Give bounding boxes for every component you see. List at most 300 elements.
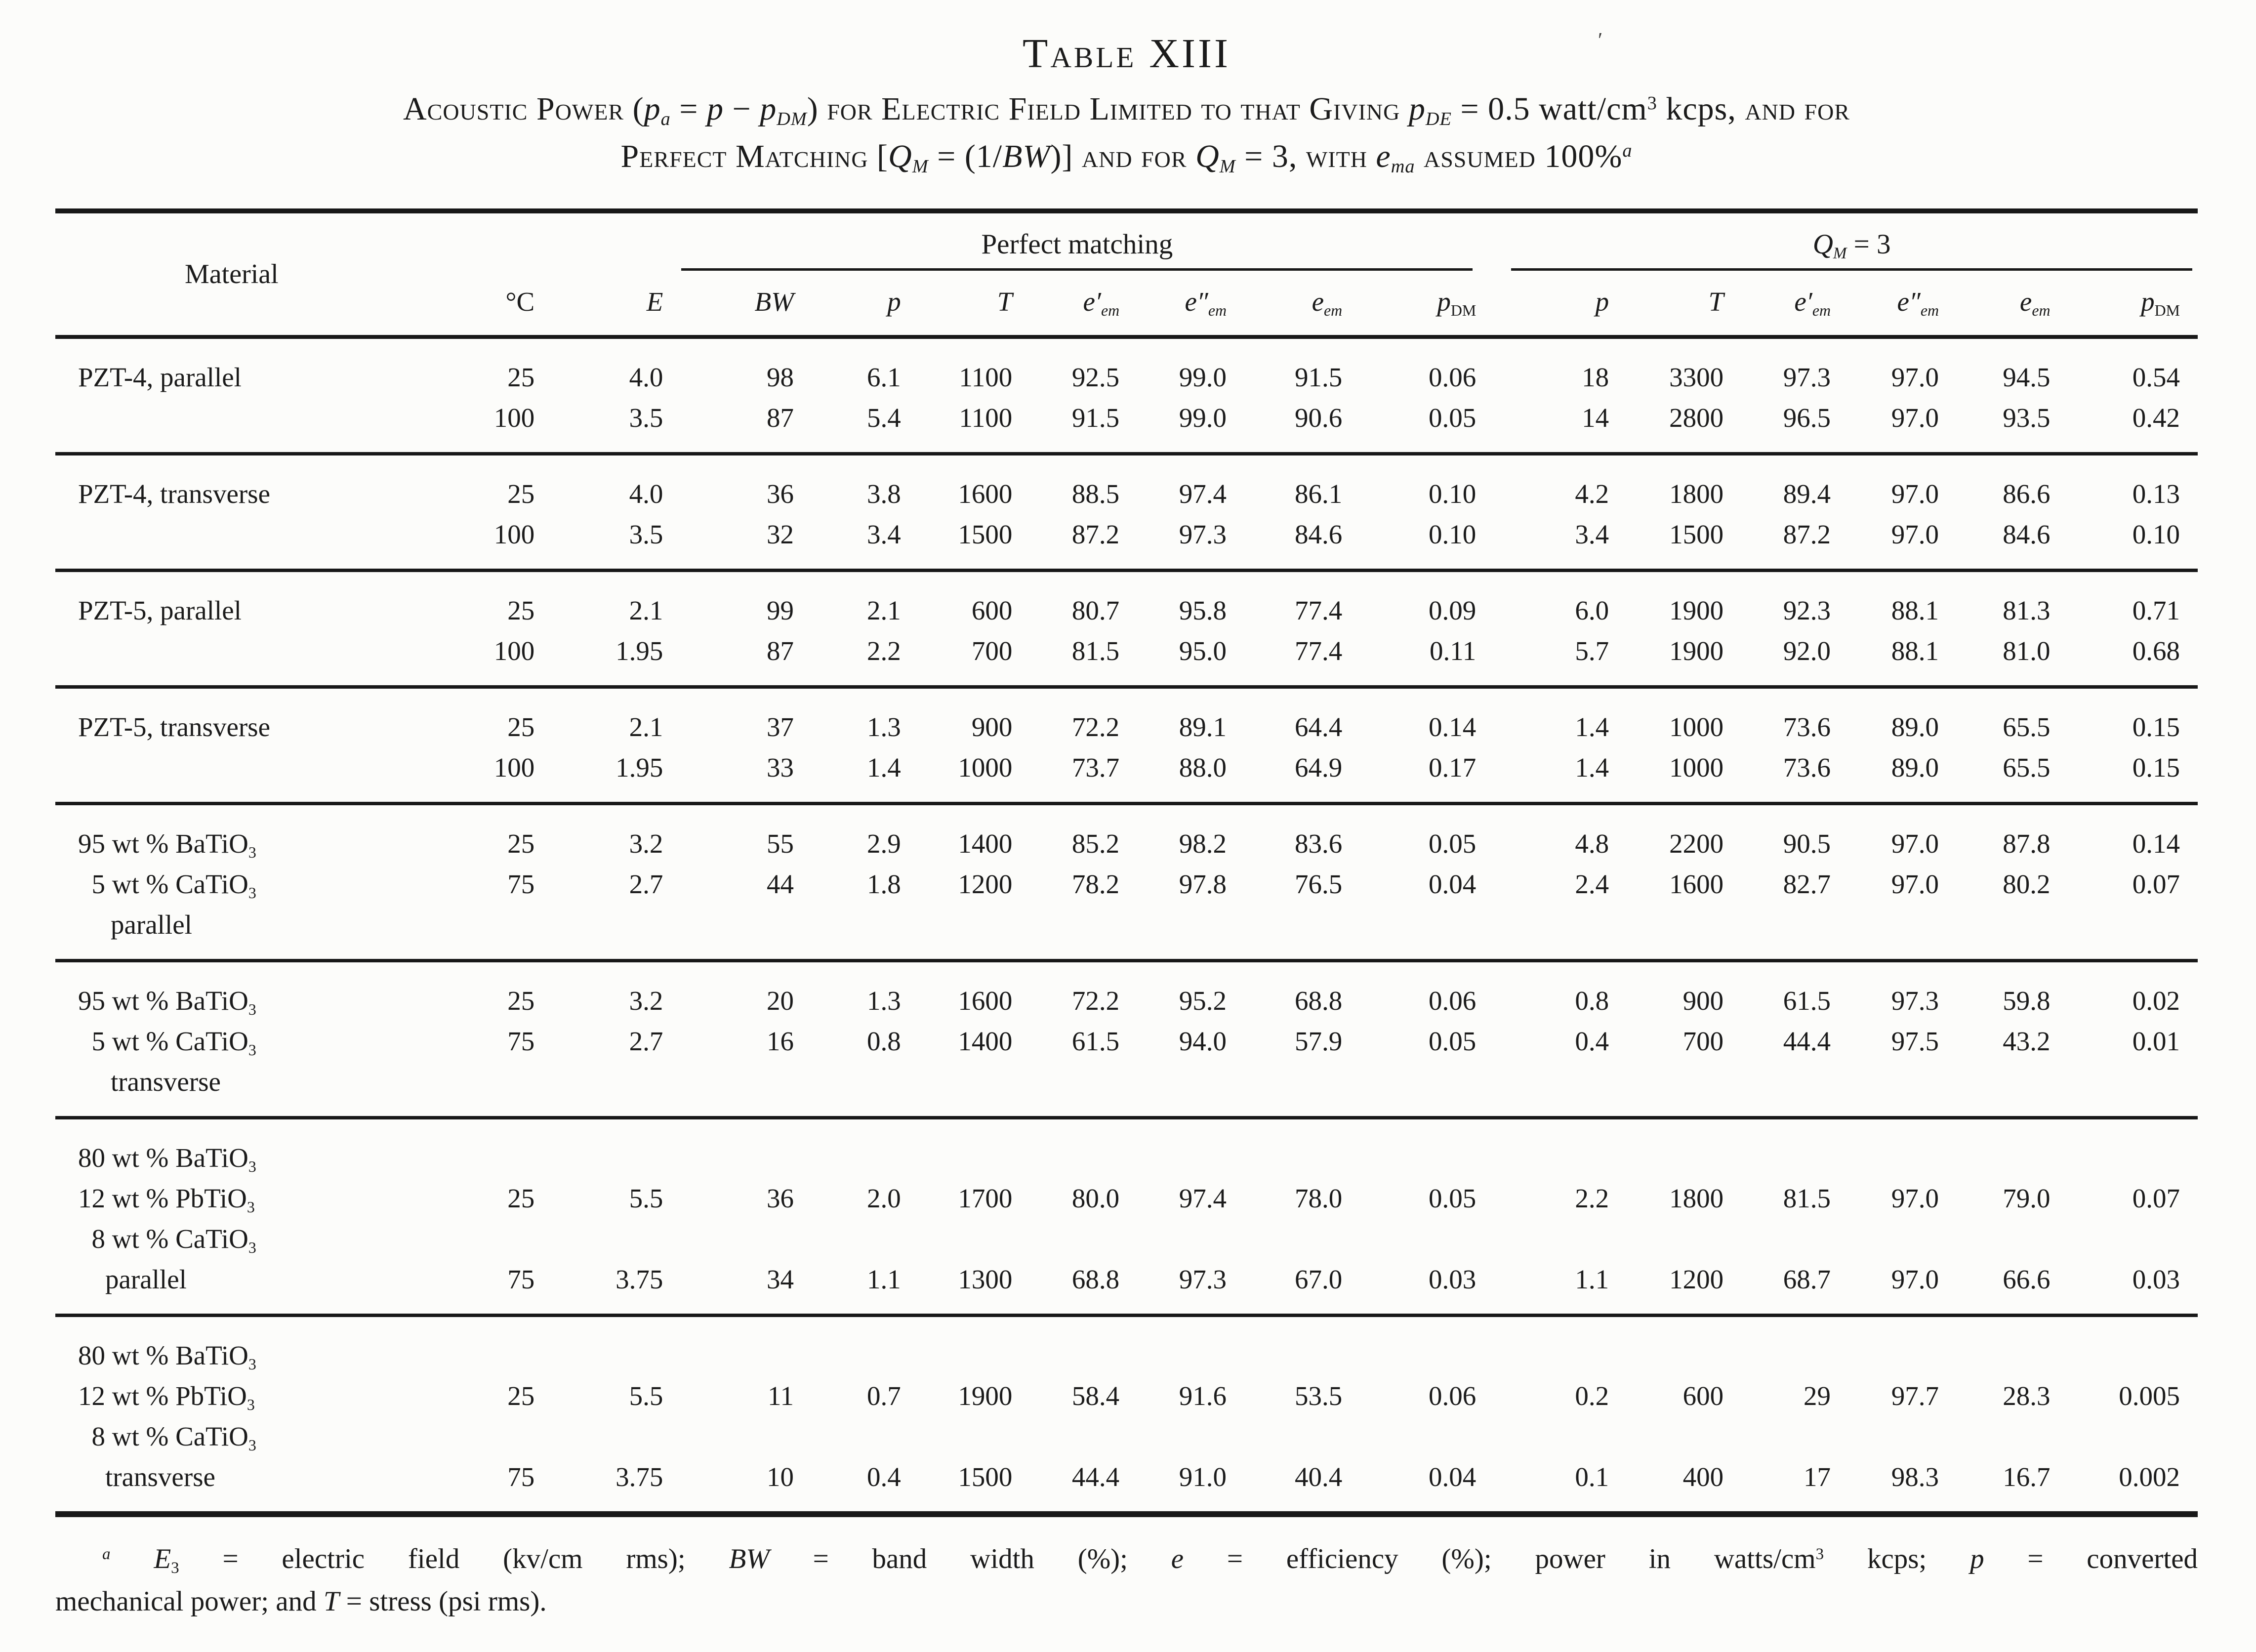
- value-cell: [1494, 904, 1627, 961]
- value-cell: 0.4: [867, 1462, 901, 1492]
- header-col-symbol: BW: [754, 287, 794, 317]
- value-cell: 16: [766, 1026, 794, 1057]
- value-cell: [1137, 1218, 1244, 1259]
- value-cell: 1900: [958, 1381, 1013, 1411]
- header-col-symbol: T: [1708, 287, 1724, 317]
- value-cell: 3.8: [867, 479, 901, 509]
- value-cell: [1627, 1061, 1741, 1118]
- value-cell: 53.5: [1294, 1381, 1343, 1411]
- value-cell: [552, 1316, 681, 1376]
- value-cell: 100: [493, 636, 535, 666]
- value-cell: 1.95: [615, 636, 663, 666]
- value-cell: 97.0: [1891, 1183, 1939, 1214]
- value-cell: 2.4: [1575, 869, 1609, 900]
- value-cell: 61.5: [1783, 986, 1831, 1016]
- value-cell: 3.2: [629, 986, 663, 1016]
- value-cell: 33: [766, 752, 794, 783]
- value-cell: 0.05: [1429, 828, 1477, 859]
- value-cell: [1741, 1416, 1848, 1456]
- value-cell: 2.7: [629, 869, 663, 900]
- value-cell: 87: [766, 403, 794, 433]
- value-cell: 87.8: [2003, 828, 2051, 859]
- value-cell: 88.1: [1891, 636, 1939, 666]
- table-row: [55, 961, 2198, 1021]
- value-cell: 0.04: [1429, 869, 1477, 900]
- value-cell: 97.0: [1891, 519, 1939, 550]
- material-group-pzt-4-transverse: [55, 454, 2198, 571]
- value-cell: 600: [971, 595, 1013, 626]
- value-cell: 64.9: [1294, 752, 1343, 783]
- value-cell: 72.2: [1071, 712, 1120, 743]
- value-cell: 0.07: [2132, 869, 2180, 900]
- value-cell: 25: [507, 712, 535, 743]
- value-cell: [812, 1061, 919, 1118]
- value-cell: 25: [507, 595, 535, 626]
- value-cell: 25: [507, 828, 535, 859]
- value-cell: 78.0: [1294, 1183, 1343, 1214]
- material-group-batio3-catio3-transverse: [55, 961, 2198, 1118]
- value-cell: [1494, 1118, 1627, 1178]
- value-cell: 0.05: [1429, 1183, 1477, 1214]
- value-cell: 1.95: [615, 752, 663, 783]
- material-cell: PZT-4, parallel: [78, 362, 242, 393]
- value-cell: [1627, 904, 1741, 961]
- table-row: [55, 1259, 2198, 1316]
- header-temperature: °C: [505, 287, 535, 317]
- material-cell: PZT-5, transverse: [78, 712, 271, 743]
- header-col-symbol: $p_{DM}$: [1437, 287, 1477, 319]
- value-cell: 3.5: [629, 519, 663, 550]
- value-cell: 1000: [1669, 752, 1724, 783]
- material-cell: PZT-5, parallel: [78, 595, 242, 626]
- value-cell: [812, 904, 919, 961]
- value-cell: 75: [507, 1026, 535, 1057]
- value-cell: [681, 1416, 812, 1456]
- value-cell: [552, 1061, 681, 1118]
- header-col-symbol: $e''_{em}$: [1897, 287, 1939, 319]
- value-cell: [552, 904, 681, 961]
- value-cell: 100: [493, 752, 535, 783]
- value-cell: 4.0: [629, 479, 663, 509]
- value-cell: 0.13: [2132, 479, 2180, 509]
- value-cell: 94.0: [1179, 1026, 1227, 1057]
- value-cell: 90.6: [1294, 403, 1343, 433]
- value-cell: 82.7: [1783, 869, 1831, 900]
- table-row: [55, 1021, 2198, 1061]
- value-cell: [1741, 1218, 1848, 1259]
- value-cell: 2.1: [629, 712, 663, 743]
- header-material: Material: [185, 259, 279, 290]
- header-group-perfect-matching: [681, 211, 1494, 271]
- value-cell: 44.4: [1783, 1026, 1831, 1057]
- value-cell: 18: [1582, 362, 1609, 393]
- value-cell: 98.2: [1179, 828, 1227, 859]
- value-cell: 0.2: [1575, 1381, 1609, 1411]
- value-cell: 80.7: [1071, 595, 1120, 626]
- value-cell: 0.04: [1429, 1462, 1477, 1492]
- value-cell: [681, 1316, 812, 1376]
- value-cell: 55: [766, 828, 794, 859]
- value-cell: 1.8: [867, 869, 901, 900]
- value-cell: 99: [766, 595, 794, 626]
- value-cell: [1957, 1316, 2068, 1376]
- value-cell: 89.4: [1783, 479, 1831, 509]
- material-cell: 5 wt % CaTiO$_3$: [91, 1026, 256, 1059]
- value-cell: [1030, 1218, 1137, 1259]
- value-cell: 65.5: [2003, 752, 2051, 783]
- value-cell: 76.5: [1294, 869, 1343, 900]
- value-cell: 0.1: [1575, 1462, 1609, 1492]
- value-cell: 5.4: [867, 403, 901, 433]
- table-row: [55, 1375, 2198, 1416]
- value-cell: [1244, 904, 1360, 961]
- value-cell: 1000: [1669, 712, 1724, 743]
- value-cell: 95.2: [1179, 986, 1227, 1016]
- table-row: [55, 1316, 2198, 1376]
- header-col-symbol: $e'_{em}$: [1083, 287, 1120, 319]
- value-cell: 86.6: [2003, 479, 2051, 509]
- value-cell: 68.8: [1294, 986, 1343, 1016]
- footnote-line-1: $^a$ $E_3$ = electric field (kv/cm rms); BW = band width (%); e = efficiency (%); power in watts/$cm^3$ kcps; p = converted: [102, 1543, 2198, 1577]
- table-row: [55, 1456, 2198, 1514]
- value-cell: 1000: [958, 752, 1013, 783]
- value-cell: 95.8: [1179, 595, 1227, 626]
- perfect-matching-label: Perfect matching: [681, 228, 1473, 271]
- value-cell: 68.8: [1071, 1264, 1120, 1295]
- table-row: [55, 514, 2198, 571]
- value-cell: [1957, 1061, 2068, 1118]
- value-cell: 89.0: [1891, 752, 1939, 783]
- table-row: [55, 804, 2198, 864]
- value-cell: 1400: [958, 828, 1013, 859]
- value-cell: 2.2: [1575, 1183, 1609, 1214]
- value-cell: 0.15: [2132, 752, 2180, 783]
- value-cell: 0.68: [2132, 636, 2180, 666]
- material-group-batio3-pbtio3-catio3-transverse: [55, 1316, 2198, 1515]
- value-cell: 97.5: [1891, 1026, 1939, 1057]
- value-cell: 0.15: [2132, 712, 2180, 743]
- value-cell: 94.5: [2003, 362, 2051, 393]
- material-cell: 95 wt % BaTiO$_3$: [78, 986, 256, 1018]
- caption-line-2: Perfect Matching $[Q_M = (1/BW)]$ and for $Q_M = 3$, with $e_{ma}$ assumed 100%$^a$: [620, 138, 1633, 177]
- value-cell: [1030, 1061, 1137, 1118]
- value-cell: 92.3: [1783, 595, 1831, 626]
- value-cell: 88.1: [1891, 595, 1939, 626]
- value-cell: 25: [507, 1183, 535, 1214]
- value-cell: [919, 1118, 1030, 1178]
- data-table: [55, 208, 2198, 1517]
- value-cell: [441, 1416, 553, 1456]
- value-cell: 0.07: [2132, 1183, 2180, 1214]
- value-cell: 2.1: [867, 595, 901, 626]
- value-cell: 28.3: [2003, 1381, 2051, 1411]
- value-cell: 75: [507, 1462, 535, 1492]
- value-cell: 73.6: [1783, 752, 1831, 783]
- material-cell: transverse: [111, 1067, 221, 1097]
- value-cell: [812, 1416, 919, 1456]
- value-cell: 1800: [1669, 479, 1724, 509]
- value-cell: [1244, 1118, 1360, 1178]
- value-cell: 84.6: [2003, 519, 2051, 550]
- value-cell: 1200: [958, 869, 1013, 900]
- value-cell: 0.06: [1429, 362, 1477, 393]
- header-col-symbol: $e_{em}$: [1312, 287, 1343, 319]
- value-cell: 61.5: [1071, 1026, 1120, 1057]
- value-cell: 87: [766, 636, 794, 666]
- value-cell: 87.2: [1783, 519, 1831, 550]
- scan-artifact: ʹ: [1598, 29, 1603, 52]
- table-row: [55, 454, 2198, 514]
- value-cell: 1400: [958, 1026, 1013, 1057]
- material-cell: PZT-4, transverse: [78, 479, 271, 509]
- material-cell: 80 wt % BaTiO$_3$: [78, 1340, 256, 1373]
- value-cell: [1360, 1416, 1494, 1456]
- value-cell: 1600: [958, 986, 1013, 1016]
- value-cell: 16.7: [2003, 1462, 2051, 1492]
- value-cell: [919, 1416, 1030, 1456]
- value-cell: 4.0: [629, 362, 663, 393]
- value-cell: 2.7: [629, 1026, 663, 1057]
- footnote-line-2: mechanical power; and T = stress (psi rms).: [55, 1585, 547, 1617]
- value-cell: 32: [766, 519, 794, 550]
- value-cell: 5.7: [1575, 636, 1609, 666]
- material-cell: 12 wt % PbTiO$_3$: [78, 1381, 255, 1413]
- header-col-symbol: p: [1595, 287, 1609, 317]
- value-cell: [1137, 1416, 1244, 1456]
- value-cell: 0.4: [1575, 1026, 1609, 1057]
- value-cell: 1100: [959, 403, 1013, 433]
- value-cell: 89.0: [1891, 712, 1939, 743]
- value-cell: 0.09: [1429, 595, 1477, 626]
- value-cell: 85.2: [1071, 828, 1120, 859]
- value-cell: [812, 1118, 919, 1178]
- value-cell: [1494, 1061, 1627, 1118]
- table-row: [55, 630, 2198, 687]
- value-cell: 1.1: [1575, 1264, 1609, 1295]
- header-group-qm3: [1494, 211, 2198, 271]
- value-cell: 79.0: [2003, 1183, 2051, 1214]
- value-cell: 67.0: [1294, 1264, 1343, 1295]
- table-row: [55, 1061, 2198, 1118]
- table-row: [55, 1218, 2198, 1259]
- value-cell: 81.5: [1783, 1183, 1831, 1214]
- value-cell: 0.8: [1575, 986, 1609, 1016]
- value-cell: [1848, 1061, 1957, 1118]
- value-cell: 2.1: [629, 595, 663, 626]
- value-cell: 0.05: [1429, 1026, 1477, 1057]
- value-cell: 91.0: [1179, 1462, 1227, 1492]
- value-cell: [2068, 1316, 2198, 1376]
- value-cell: [1957, 904, 2068, 961]
- value-cell: 1900: [1669, 636, 1724, 666]
- value-cell: [1627, 1416, 1741, 1456]
- value-cell: [1137, 904, 1244, 961]
- value-cell: 0.06: [1429, 1381, 1477, 1411]
- material-group-pzt-5-parallel: [55, 571, 2198, 687]
- value-cell: 97.0: [1891, 828, 1939, 859]
- value-cell: 97.4: [1179, 1183, 1227, 1214]
- value-cell: 3.75: [615, 1264, 663, 1295]
- table-title: Table XIII: [1023, 31, 1231, 77]
- value-cell: [1741, 1316, 1848, 1376]
- value-cell: 3.2: [629, 828, 663, 859]
- value-cell: 20: [766, 986, 794, 1016]
- value-cell: 3.4: [1575, 519, 1609, 550]
- value-cell: 0.02: [2132, 986, 2180, 1016]
- value-cell: [1494, 1218, 1627, 1259]
- material-cell: transverse: [105, 1462, 215, 1492]
- value-cell: 2.0: [867, 1183, 901, 1214]
- value-cell: [1244, 1316, 1360, 1376]
- value-cell: 900: [1682, 986, 1724, 1016]
- value-cell: 0.01: [2132, 1026, 2180, 1057]
- value-cell: [1360, 1316, 1494, 1376]
- value-cell: [1957, 1416, 2068, 1456]
- value-cell: 1200: [1669, 1264, 1724, 1295]
- value-cell: 91.5: [1294, 362, 1343, 393]
- value-cell: 5.5: [629, 1381, 663, 1411]
- value-cell: [552, 1118, 681, 1178]
- material-cell: [55, 514, 441, 571]
- table-row: [55, 337, 2198, 397]
- value-cell: 6.1: [867, 362, 901, 393]
- value-cell: 4.2: [1575, 479, 1609, 509]
- table-row: [55, 747, 2198, 804]
- header-col-symbol: $e'_{em}$: [1794, 287, 1831, 319]
- material-cell: parallel: [105, 1264, 187, 1295]
- material-cell: parallel: [111, 909, 192, 940]
- table-row: [55, 687, 2198, 747]
- value-cell: 0.14: [2132, 828, 2180, 859]
- header-col-symbol: T: [997, 287, 1013, 317]
- value-cell: 99.0: [1179, 403, 1227, 433]
- header-col-symbol: $e''_{em}$: [1185, 287, 1227, 319]
- value-cell: [441, 1061, 553, 1118]
- value-cell: [681, 1218, 812, 1259]
- value-cell: 700: [971, 636, 1013, 666]
- value-cell: 59.8: [2003, 986, 2051, 1016]
- value-cell: 0.10: [1429, 479, 1477, 509]
- material-group-batio3-catio3-parallel: [55, 804, 2198, 961]
- value-cell: [919, 1316, 1030, 1376]
- value-cell: 57.9: [1294, 1026, 1343, 1057]
- value-cell: [919, 904, 1030, 961]
- value-cell: 0.06: [1429, 986, 1477, 1016]
- table-row: [55, 1118, 2198, 1178]
- value-cell: [1494, 1316, 1627, 1376]
- value-cell: [1741, 904, 1848, 961]
- value-cell: 97.3: [1783, 362, 1831, 393]
- value-cell: 25: [507, 1381, 535, 1411]
- value-cell: 25: [507, 479, 535, 509]
- value-cell: [552, 1218, 681, 1259]
- value-cell: 1300: [958, 1264, 1013, 1295]
- header-col-symbol: $e_{em}$: [2019, 287, 2051, 319]
- value-cell: 40.4: [1294, 1462, 1343, 1492]
- value-cell: 97.0: [1891, 479, 1939, 509]
- value-cell: 0.42: [2132, 403, 2180, 433]
- value-cell: 97.0: [1891, 869, 1939, 900]
- material-cell: 5 wt % CaTiO$_3$: [91, 869, 256, 902]
- value-cell: 91.5: [1071, 403, 1120, 433]
- value-cell: 0.05: [1429, 403, 1477, 433]
- value-cell: 91.6: [1179, 1381, 1227, 1411]
- value-cell: 0.10: [2132, 519, 2180, 550]
- value-cell: 6.0: [1575, 595, 1609, 626]
- value-cell: 1100: [959, 362, 1013, 393]
- value-cell: 77.4: [1294, 595, 1343, 626]
- value-cell: 1800: [1669, 1183, 1724, 1214]
- value-cell: 3.4: [867, 519, 901, 550]
- value-cell: 80.2: [2003, 869, 2051, 900]
- value-cell: 84.6: [1294, 519, 1343, 550]
- value-cell: 92.5: [1071, 362, 1120, 393]
- value-cell: 98: [766, 362, 794, 393]
- value-cell: 11: [767, 1381, 794, 1411]
- value-cell: 0.005: [2119, 1381, 2180, 1411]
- material-group-pzt-5-transverse: [55, 687, 2198, 804]
- table-row: [55, 1416, 2198, 1456]
- value-cell: [1741, 1118, 1848, 1178]
- value-cell: 81.5: [1071, 636, 1120, 666]
- value-cell: 37: [766, 712, 794, 743]
- value-cell: [812, 1218, 919, 1259]
- value-cell: 400: [1682, 1462, 1724, 1492]
- value-cell: 2.2: [867, 636, 901, 666]
- value-cell: [1137, 1061, 1244, 1118]
- value-cell: [1848, 904, 1957, 961]
- material-cell: [55, 630, 441, 687]
- value-cell: 89.1: [1179, 712, 1227, 743]
- value-cell: 43.2: [2003, 1026, 2051, 1057]
- value-cell: 0.8: [867, 1026, 901, 1057]
- material-cell: 12 wt % PbTiO$_3$: [78, 1183, 255, 1216]
- header-electric-field: E: [646, 287, 663, 317]
- value-cell: 1600: [958, 479, 1013, 509]
- value-cell: [1030, 904, 1137, 961]
- value-cell: 100: [493, 519, 535, 550]
- header-col-symbol: $p_{DM}$: [2141, 287, 2180, 319]
- value-cell: 80.0: [1071, 1183, 1120, 1214]
- value-cell: [441, 1316, 553, 1376]
- value-cell: 97.0: [1891, 403, 1939, 433]
- footnote: [55, 1538, 2198, 1622]
- value-cell: 96.5: [1783, 403, 1831, 433]
- value-cell: [1848, 1416, 1957, 1456]
- material-group-batio3-pbtio3-catio3-parallel: [55, 1118, 2198, 1316]
- value-cell: [1627, 1118, 1741, 1178]
- material-cell: 80 wt % BaTiO$_3$: [78, 1143, 256, 1175]
- value-cell: 97.3: [1891, 986, 1939, 1016]
- table-row: [55, 864, 2198, 904]
- value-cell: 98.3: [1891, 1462, 1939, 1492]
- value-cell: 75: [507, 869, 535, 900]
- table-row: [55, 571, 2198, 631]
- value-cell: [1741, 1061, 1848, 1118]
- value-cell: 97.3: [1179, 519, 1227, 550]
- material-cell: 8 wt % CaTiO$_3$: [91, 1421, 256, 1454]
- value-cell: 2800: [1669, 403, 1724, 433]
- value-cell: [1137, 1316, 1244, 1376]
- value-cell: 1.3: [867, 986, 901, 1016]
- value-cell: [1627, 1316, 1741, 1376]
- value-cell: 81.0: [2003, 636, 2051, 666]
- value-cell: 0.71: [2132, 595, 2180, 626]
- table-row: [55, 1178, 2198, 1218]
- value-cell: 97.7: [1891, 1381, 1939, 1411]
- value-cell: [1848, 1316, 1957, 1376]
- value-cell: [681, 1061, 812, 1118]
